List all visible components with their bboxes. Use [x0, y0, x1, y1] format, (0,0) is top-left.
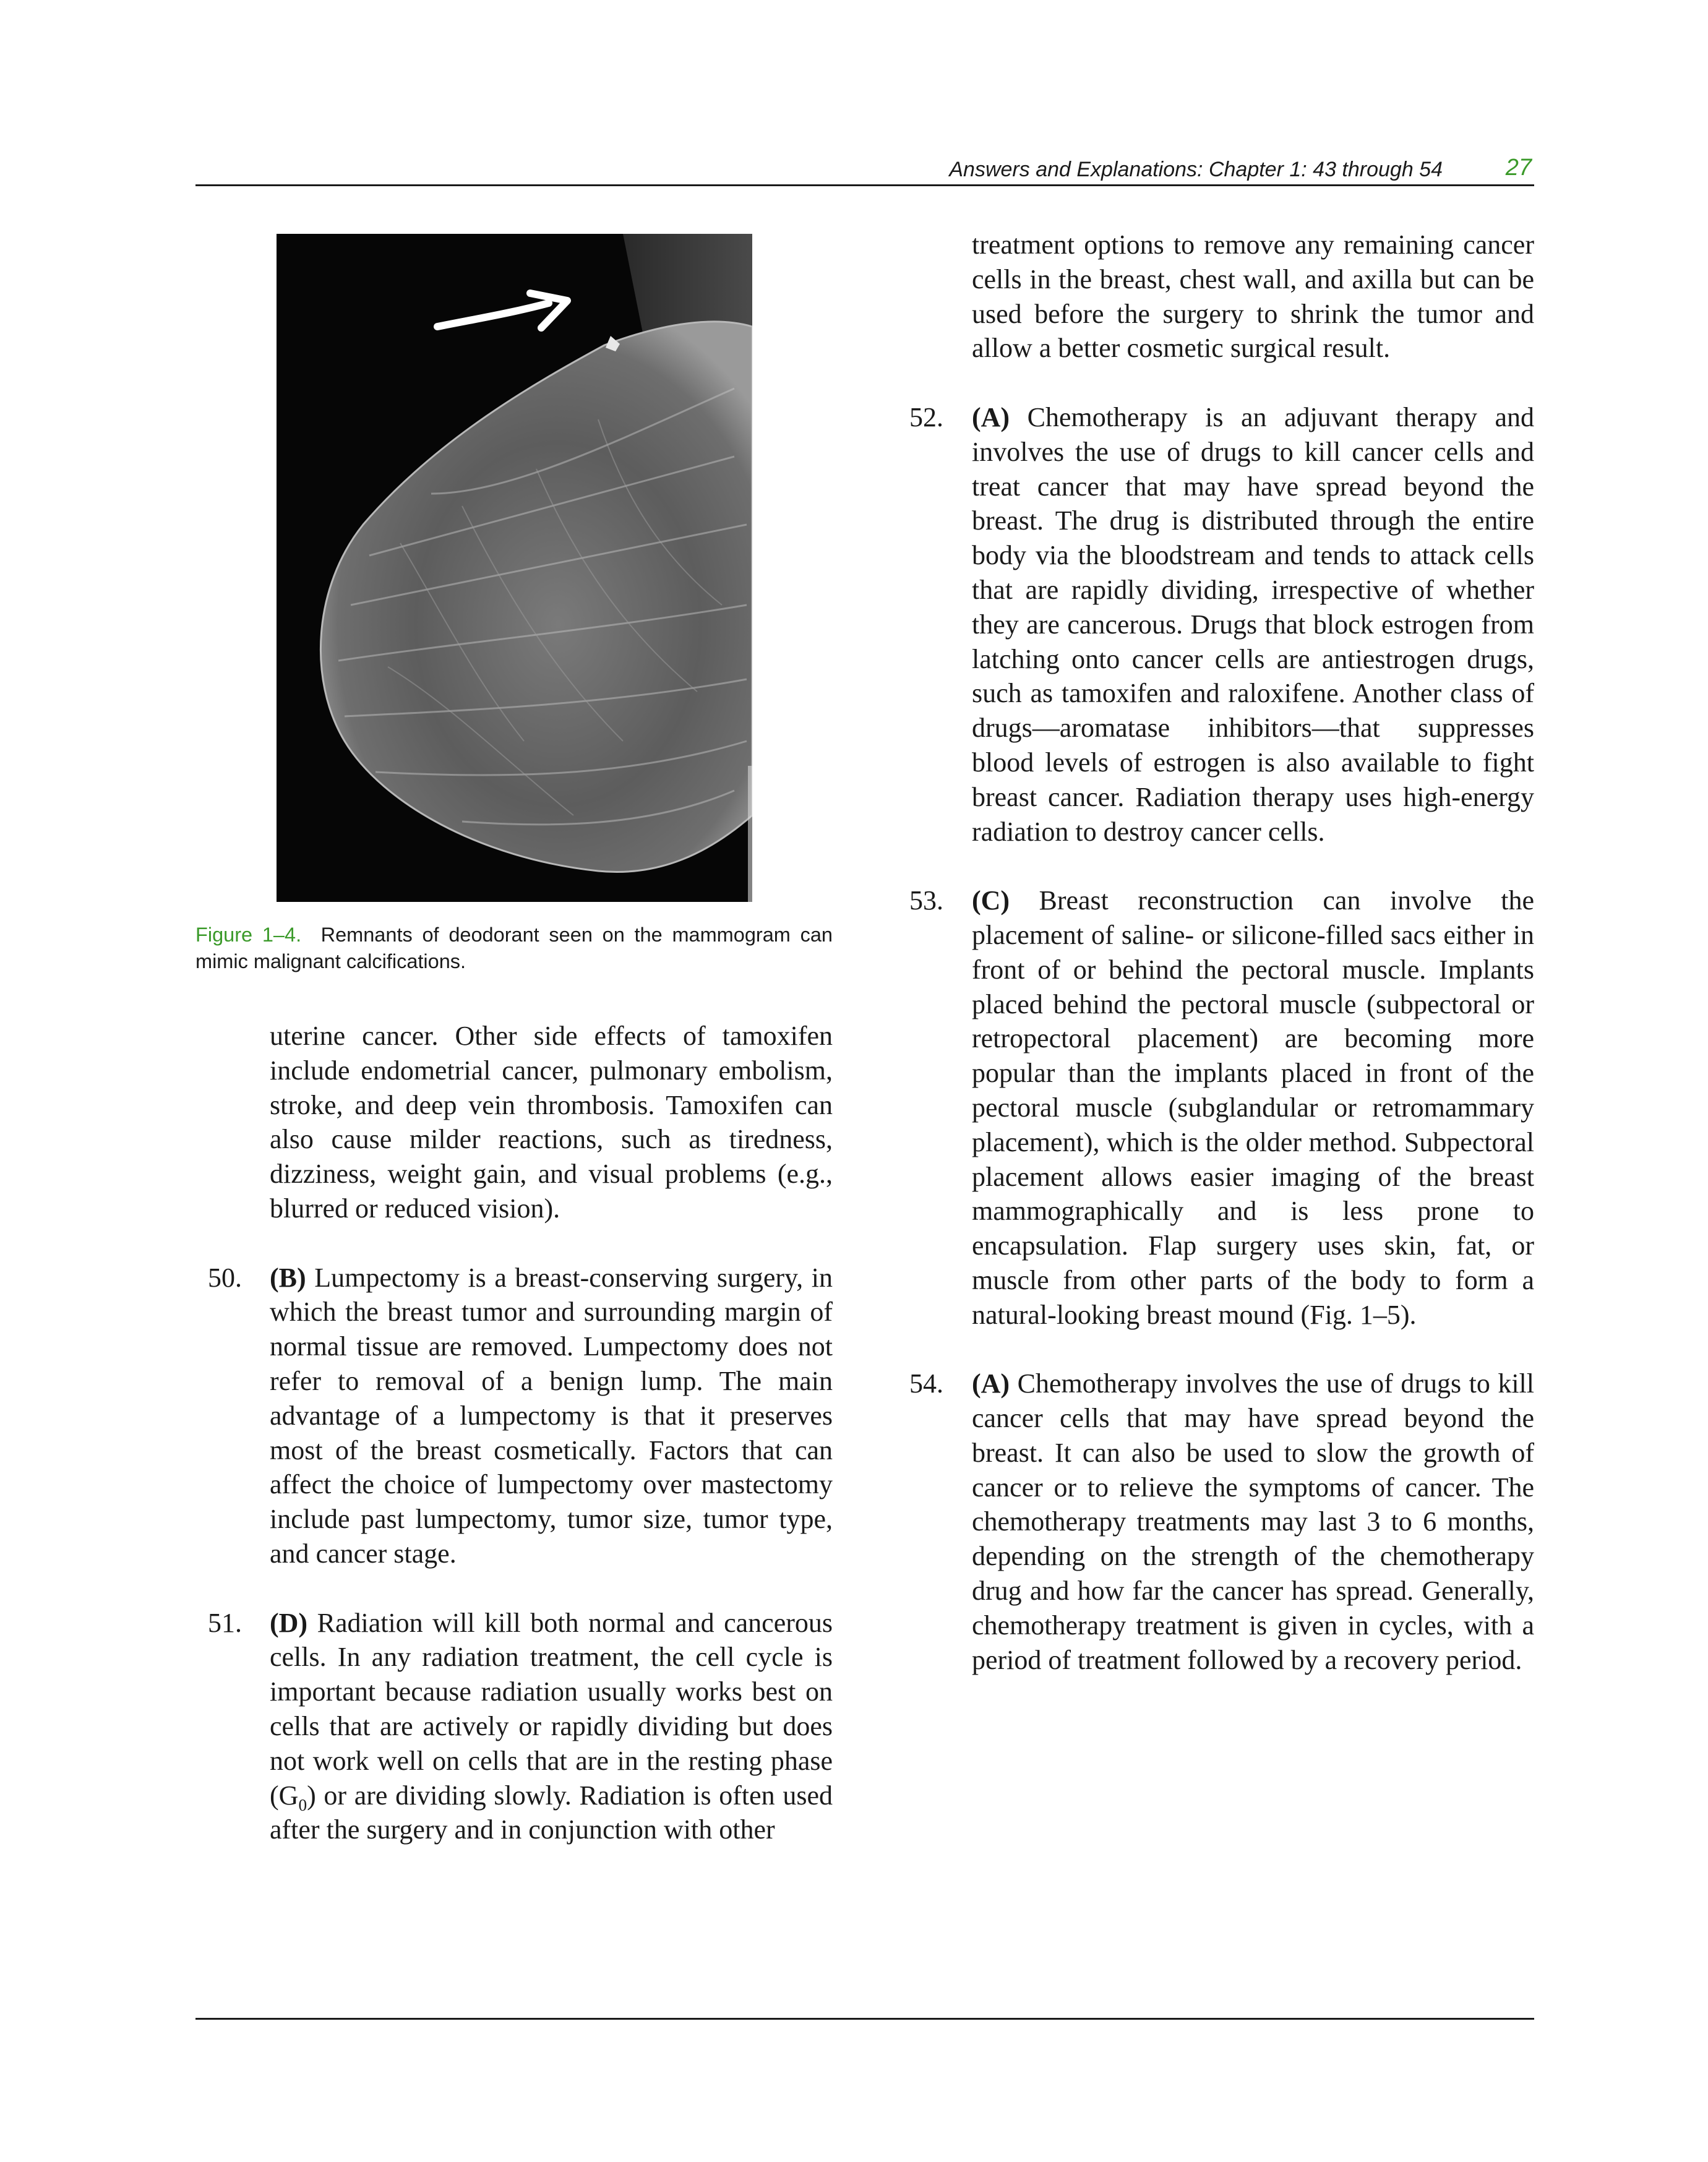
item-number: 54.: [909, 1368, 943, 1399]
explanation-text: Breast reconstruction can involve the placement of saline- or silicone-filled sacs either in front of or behind the pectoral muscle. Implants placed behind the pectoral muscle (subpectoral or retropectoral placement) are becoming more popular than the implants placed in front of the pectoral muscle (subglandular or retromammary placement), which is the older method. Subpectoral placement allows easier imaging of the breast mammographically and is less prone to encapsulation. Flap surgery uses skin, fat, or muscle from other parts of the body to form a natural-looking breast mound (Fig. 1–5).: [972, 885, 1534, 1330]
continuation-text: uterine cancer. Other side effects of tamoxifen include endometrial cancer, pulmonary embolism, stroke, and deep vein thrombosis. Tamoxifen can also cause milder reactions, such as tiredness, dizziness, weight gain, and visual problems (e.g., blurred or reduced vision).: [270, 1021, 833, 1224]
answer-item-52: [909, 400, 1534, 849]
page-number: 27: [1505, 155, 1532, 181]
item-number: 51.: [208, 1607, 242, 1638]
answer-item-54: [909, 1366, 1534, 1677]
continuation-text: treatment options to remove any remaining cancer cells in the breast, chest wall, and axilla but can be used before the surgery to shrink the tumor and allow a better cosmetic surgical result.: [972, 229, 1534, 364]
item-number: 52.: [909, 401, 943, 432]
explanation-text: Radiation will kill both normal and cancerous cells. In any radiation treatment, the cell cycle is important because radiation usually works best on cells that are actively or rapidly dividing but does not work well on cells that are in the resting phase (G: [270, 1607, 833, 1811]
header-rule: [195, 184, 1534, 186]
left-column: [195, 1019, 833, 1847]
running-head: [195, 155, 1534, 186]
right-column: [909, 228, 1534, 1677]
subscript: 0: [298, 1795, 307, 1814]
answer-item-51: [195, 1606, 833, 1848]
answer-letter: (D): [270, 1607, 308, 1638]
figure-caption: [195, 922, 833, 975]
figure-label: Figure 1–4.: [195, 924, 302, 946]
answer-letter: (B): [270, 1262, 306, 1293]
footer-rule: [195, 2018, 1534, 2020]
explanation-text: Chemotherapy involves the use of drugs to kill cancer cells that may have spread beyond the breast. It can also be used to slow the growth of cancer or to relieve the symptoms of cancer. The chemotherapy treatments may last 3 to 6 months, depending on the strength of the chemotherapy drug and how far the cancer has spread. Generally, chemotherapy treatment is given in cycles, with a period of treatment followed by a recovery period.: [972, 1368, 1535, 1675]
answer-letter: (C): [972, 885, 1010, 916]
item-number: 50.: [208, 1262, 242, 1293]
answer-letter: (A): [972, 1368, 1010, 1399]
running-title: Answers and Explanations: Chapter 1: 43 through 54: [949, 158, 1443, 181]
explanation-text-cont: ) or are dividing slowly. Radiation is often used after the surgery and in conjunction with other: [270, 1780, 833, 1845]
mammogram-image: [277, 234, 752, 902]
explanation-text: Chemotherapy is an adjuvant therapy and involves the use of drugs to kill cancer cells and treat cancer that may have spread beyond the breast. The drug is distributed through the entire body via the bloodstream and tends to attack cells that are rapidly dividing, irrespective of whether they are cancerous. Drugs that block estrogen from latching onto cancer cells are antiestrogen drugs, such as tamoxifen and raloxifene. Another class of drugs—aromatase inhibitors—that suppresses blood levels of estrogen is also available to fight breast cancer. Radiation therapy uses high-energy radiation to destroy cancer cells.: [972, 401, 1535, 847]
answer-item-53: [909, 883, 1534, 1332]
explanation-text: Lumpectomy is a breast-conserving surgery, in which the breast tumor and surrounding margin of normal tissue are removed. Lumpectomy does not refer to removal of a benign lump. The main advantage of a lumpectomy is that it preserves most of the breast cosmetically. Factors that can affect the choice of lumpectomy over mastectomy include past lumpectomy, tumor size, tumor type, and cancer stage.: [270, 1262, 833, 1569]
figure-caption-text: Remnants of deodorant seen on the mammogram can mimic malignant calcifications.: [195, 924, 833, 972]
answer-letter: (A): [972, 401, 1010, 432]
answer-item-50: [195, 1261, 833, 1571]
item-number: 53.: [909, 885, 943, 916]
